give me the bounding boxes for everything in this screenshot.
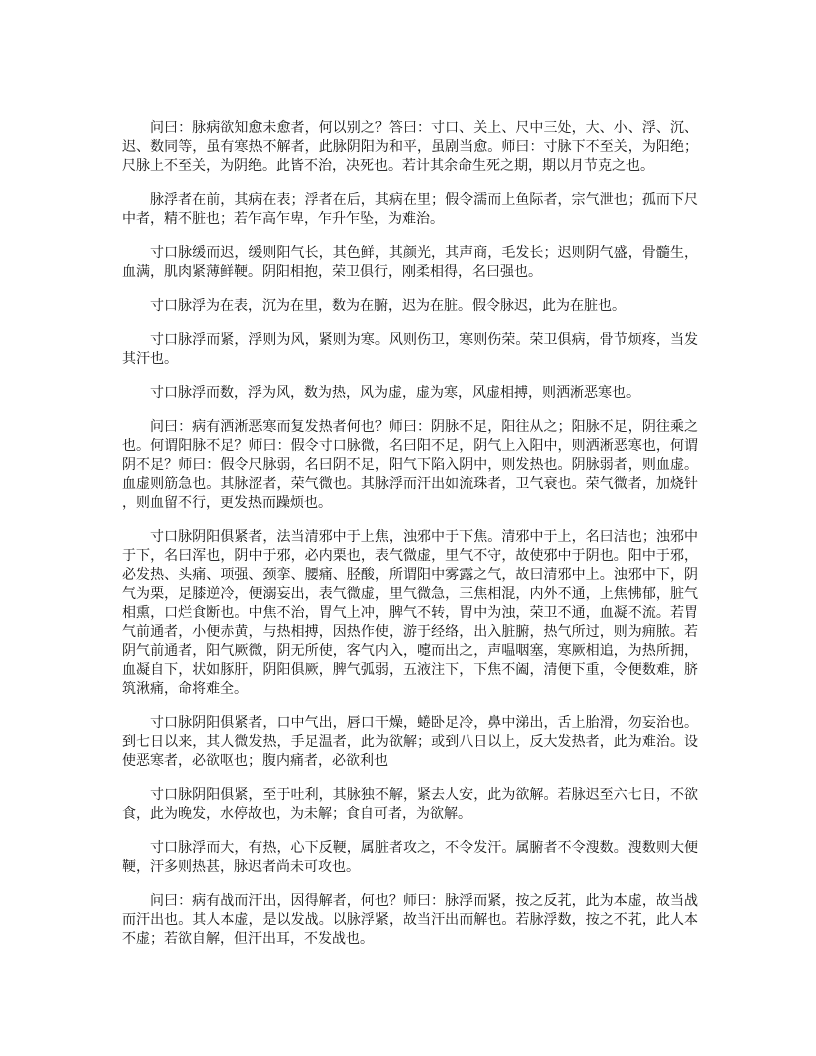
paragraph-9: 寸口脉阴阳俱紧者，口中气出，唇口干燥，蜷卧足冷，鼻中涕出，舌上胎滑，勿妄治也。到七日以来，其人微发热，手足温者，此为欲解；或到八日以上，反大发热者，此为难治。设使恶寒者，必欲呕也；腹内痛者，必欲利也 — [122, 715, 698, 769]
paragraph-1: 问曰：脉病欲知愈未愈者，何以别之？答曰：寸口、关上、尺中三处，大、小、浮、沉、迟、数同等，虽有寒热不解者，此脉阴阳为和平，虽剧当愈。师曰：寸脉下不至关，为阳绝；尺脉上不至关，为阴绝。此皆不治，决死也。若计其余命生死之期，期以月节克之也。 — [122, 120, 698, 174]
paragraph-4: 寸口脉浮为在表，沉为在里，数为在腑，迟为在脏。假令脉迟，此为在脏也。 — [150, 298, 626, 314]
paragraph-7: 问曰：病有洒淅恶寒而复发热者何也？师曰：阴脉不足，阳往从之；阳脉不足，阴往乘之也。何谓阳脉不足？师曰：假令寸口脉微，名曰阳不足，阴气上入阳中，则洒淅恶寒也，何谓阴不足？师曰：假令尺脉弱，名曰阴不足，阳气下陷入阴中，则发热也。阴脉弱者，则血虚。血虚则筋急也。其脉涩者，荣气微也。其脉浮而汗出如流珠者，卫气衰也。荣气微者，加烧针，则血留不行，更发热而躁烦也。 — [122, 419, 698, 511]
paragraph-5: 寸口脉浮而紧，浮则为风，紧则为寒。风则伤卫，寒则伤荣。荣卫俱病，骨节烦疼，当发其汗也。 — [122, 332, 698, 367]
paragraph-8: 寸口脉阴阳俱紧者，法当清邪中于上焦，浊邪中于下焦。清邪中于上，名曰洁也；浊邪中于下，名曰浑也，阴中于邪，必内栗也，表气微虚，里气不守，故使邪中于阴也。阳中于邪，必发热、头痛、项强、颈挛、腰痛、胫酸，所谓阳中雾露之气，故曰清邪中上。浊邪中下，阴气为栗，足膝逆冷，便溺妄出，表气微虚，里气微急，三焦相混，内外不通，上焦怫郁，脏气相熏，口烂食断也。中焦不治，胃气上冲，脾气不转，胃中为浊，荣卫不通，血凝不流。若胃气前通者，小便赤黄，与热相搏，因热作使，游于经络，出入脏腑，热气所过，则为痈脓。若阴气前通者，阳气厥微，阴无所使，客气内入，嚏而出之，声嗢咽塞，寒厥相追，为热所拥，血凝自下，状如豚肝，阴阳俱厥，脾气弧弱，五液注下，下焦不阖，清便下重，令便数难，脐筑湫痛，命将难全。 — [122, 529, 698, 697]
paragraph-12: 问曰：病有战而汗出，因得解者，何也？师曰：脉浮而紧，按之反芤，此为本虚，故当战而汗出也。其人本虚，是以发战。以脉浮紧，故当汗出而解也。若脉浮数，按之不芤，此人本不虚；若欲自解，但汗出耳，不发战也。 — [122, 893, 698, 947]
paragraph-11: 寸口脉浮而大，有热，心下反鞕，属脏者攻之，不令发汗。属腑者不令溲数。溲数则大便鞕，汗多则热甚，脉迟者尚未可攻也。 — [122, 840, 698, 875]
document-page — [122, 119, 698, 964]
paragraph-10: 寸口脉阴阳俱紧，至于吐利，其脉独不解，紧去人安，此为欲解。若脉迟至六七日，不欲食，此为晚发，水停故也，为未解；食自可者，为欲解。 — [122, 787, 698, 822]
paragraph-3: 寸口脉缓而迟，缓则阳气长，其色鲜，其颜光，其声商，毛发长；迟则阴气盛，骨髓生，血满，肌肉紧薄鲜鞕。阴阳相抱，荣卫俱行，刚柔相得，名曰强也。 — [122, 245, 698, 280]
paragraph-6: 寸口脉浮而数，浮为风，数为热，风为虚，虚为寒，风虚相搏，则洒淅恶寒也。 — [150, 385, 640, 401]
paragraph-2: 脉浮者在前，其病在表；浮者在后，其病在里；假令濡而上鱼际者，宗气泄也；孤而下尺中者，精不脏也；若乍高乍卑，乍升乍坠，为难治。 — [122, 192, 698, 227]
